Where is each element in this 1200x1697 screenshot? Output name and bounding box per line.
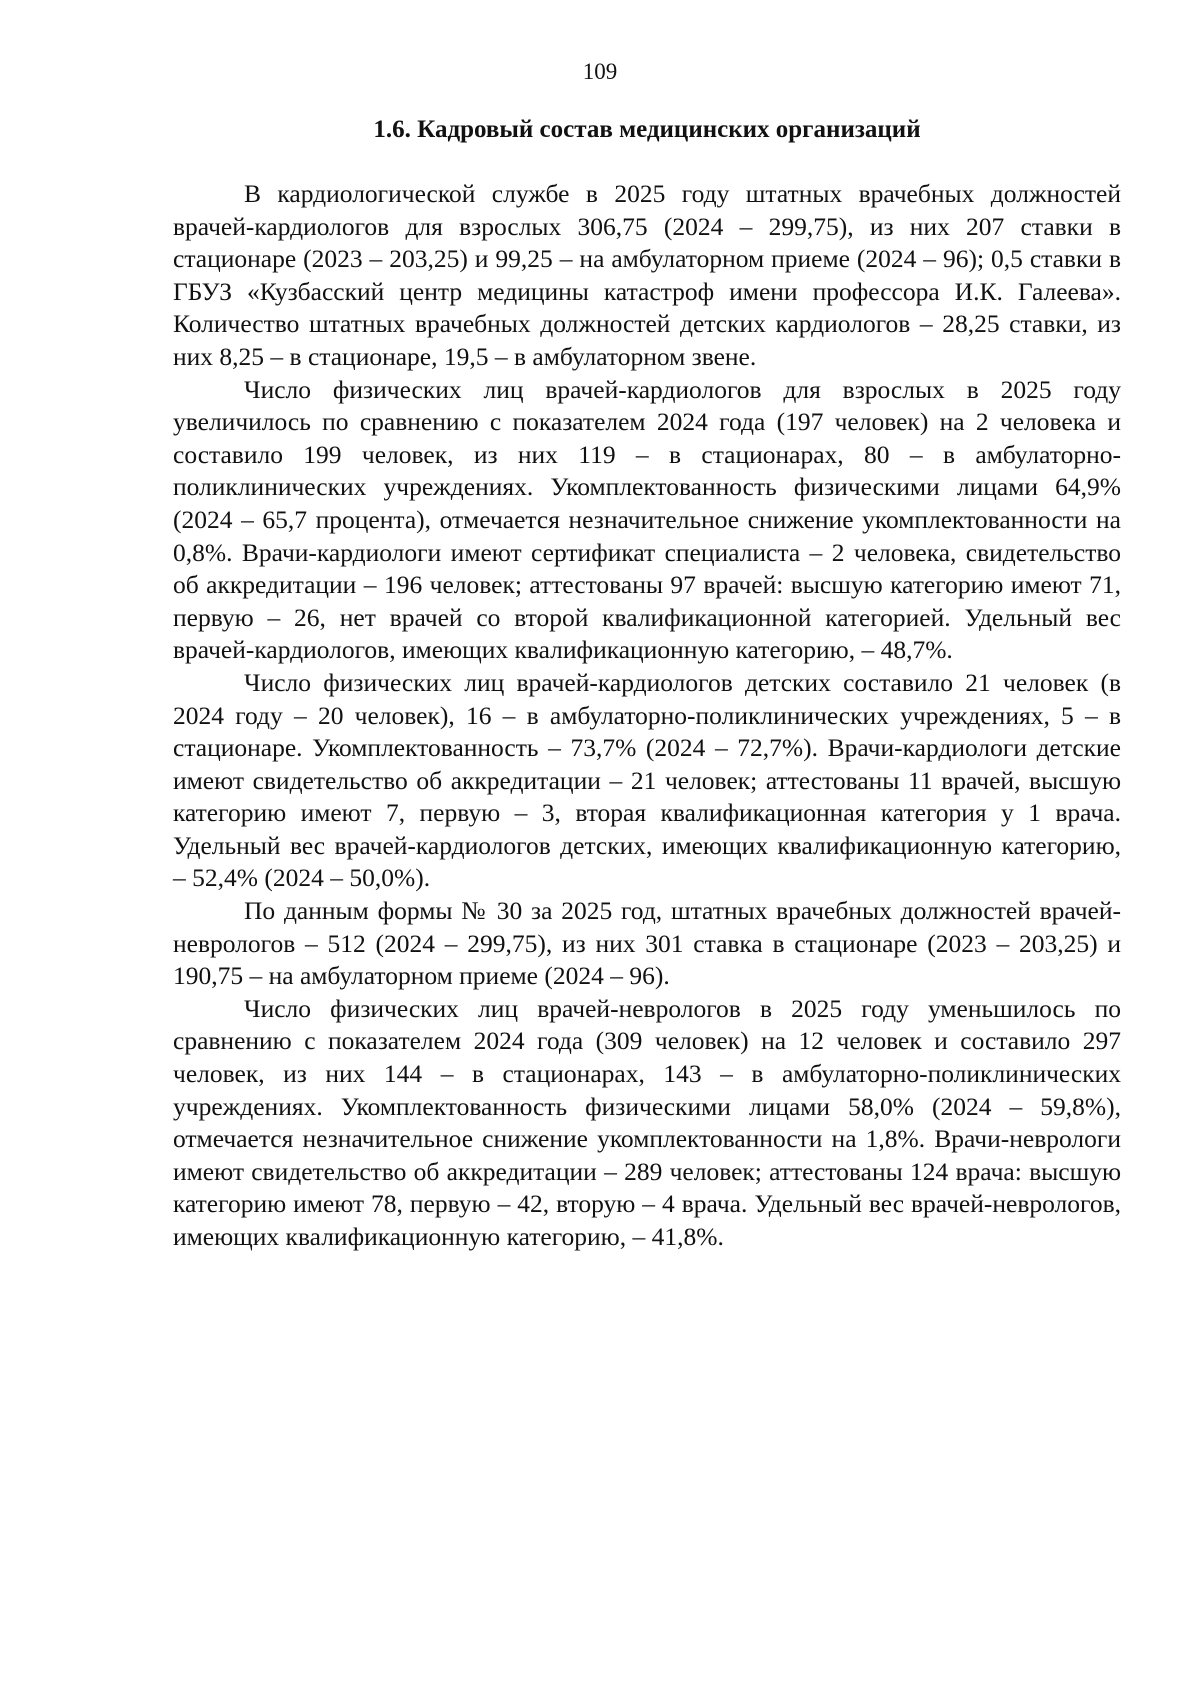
section-title: 1.6. Кадровый состав медицинских организаций <box>373 116 921 143</box>
body-text <box>173 178 1121 1254</box>
paragraph-cardiology-staff-positions: В кардиологической службе в 2025 году штатных врачебных должностей врачей-кардиологов для взрослых 306,75 (2024 – 299,75), из них 207 ставки в стационаре (2023 – 203,25) и 99,25 – на амбулаторном приеме (2024 – 96); 0,5 ставки в ГБУЗ «Кузбасский центр медицины катастроф имени профессора И.К. Галеева». Количество штатных врачебных должностей детских кардиологов – 28,25 ставки, из них 8,25 – в стационаре, 19,5 – в амбулаторном звене. <box>173 179 1121 371</box>
paragraph-neurologists: Число физических лиц врачей-неврологов в 2025 году уменьшилось по сравнению с показателем 2024 года (309 человек) на 12 человек и составило 297 человек, из них 144 – в стационарах, 143 – в амбулаторно-поликлинических учреждениях. Укомплектованность физическими лицами 58,0% (2024 – 59,8%), отмечается незначительное снижение укомплектованности на 1,8%. Врачи-неврологи имеют свидетельство об аккредитации – 289 человек; аттестованы 124 врача: высшую категорию имеют 78, первую – 42, вторую – 4 врача. Удельный вес врачей-неврологов, имеющих квалификационную категорию, – 41,8%. <box>173 993 1121 1251</box>
paragraph-pediatric-cardiologists: Число физических лиц врачей-кардиологов детских составило 21 человек (в 2024 году – 20 человек), 16 – в амбулаторно-поликлинических учреждениях, 5 – в стационаре. Укомплектованность – 73,7% (2024 – 72,7%). Врачи-кардиологи детские имеют свидетельство об аккредитации – 21 человек; аттестованы 11 врачей, высшую категорию имеют 7, первую – 3, вторая квалификационная категория у 1 врача. Удельный вес врачей-кардиологов детских, имеющих квалификационную категорию, – 52,4% (2024 – 50,0%). <box>173 667 1121 893</box>
page-number: 109 <box>582 59 618 84</box>
paragraph-adult-cardiologists: Число физических лиц врачей-кардиологов для взрослых в 2025 году увеличилось по сравнению с показателем 2024 года (197 человек) на 2 человека и составило 199 человек, из них 119 – в стационарах, 80 – в амбулаторно-поликлинических учреждениях. Укомплектованность физическими лицами 64,9% (2024 – 65,7 процента), отмечается незначительное снижение укомплектованности на 0,8%. Врачи-кардиологи имеют сертификат специалиста – 2 человека, свидетельство об аккредитации – 196 человек; аттестованы 97 врачей: высшую категорию имеют 71, первую – 26, нет врачей со второй квалификационной категорией. Удельный вес врачей-кардиологов, имеющих квалификационную категорию, – 48,7%. <box>173 374 1121 665</box>
paragraph-neurology-staff-positions: По данным формы № 30 за 2025 год, штатных врачебных должностей врачей-неврологов – 512 (2024 – 299,75), из них 301 ставка в стационаре (2023 – 203,25) и 190,75 – на амбулаторном приеме (2024 – 96). <box>173 896 1121 991</box>
